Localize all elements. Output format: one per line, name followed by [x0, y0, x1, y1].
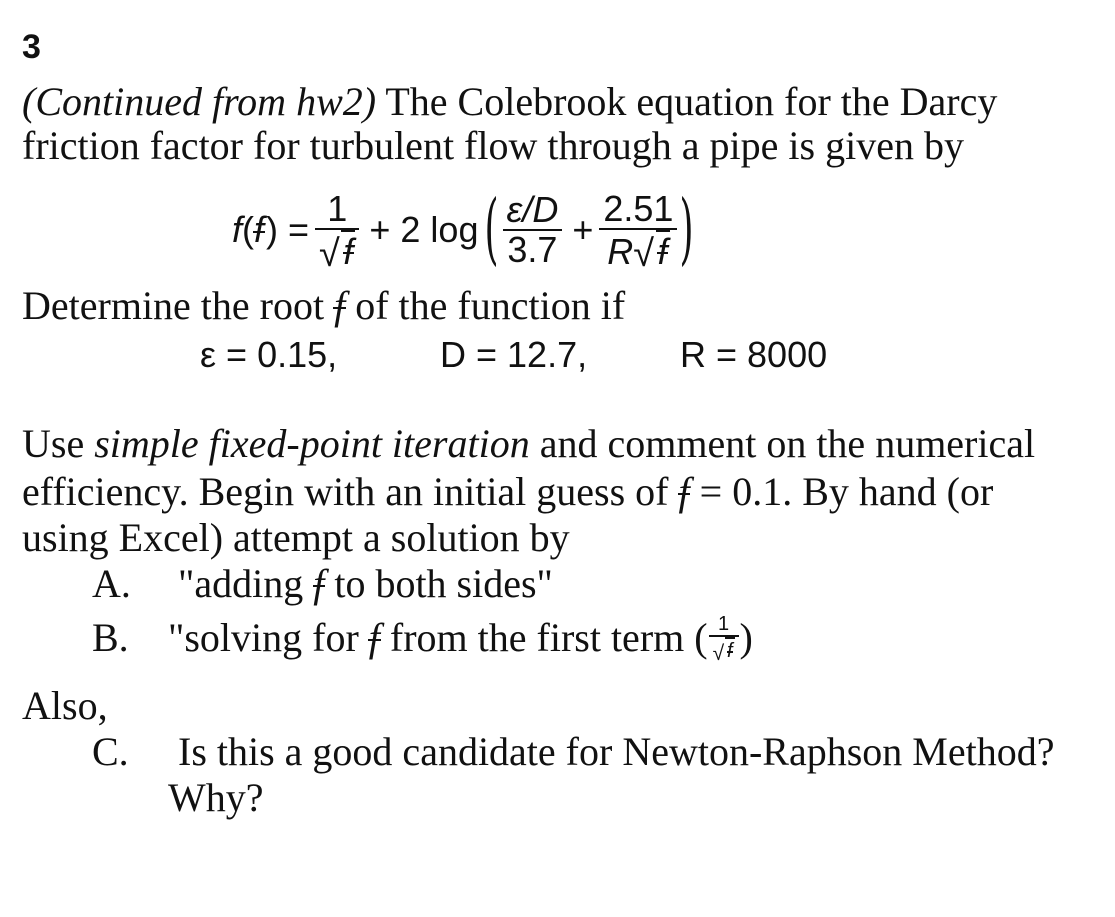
- para-line-1: [22, 422, 1035, 466]
- determine-text-2: of the function if: [355, 283, 626, 328]
- sqrt-radical: [712, 637, 735, 665]
- item-b-frac-denominator: [709, 637, 739, 665]
- determine-line: [22, 284, 625, 328]
- item-a-text: "adding: [178, 561, 304, 606]
- sqrt-sign-icon: √: [319, 232, 340, 275]
- eq-friction-var: f: [343, 230, 354, 272]
- eq-reynolds-R: R: [607, 230, 634, 272]
- item-b-fraction: [709, 613, 739, 665]
- problem-number: 3: [22, 28, 41, 66]
- eq-frac1-denominator: [315, 230, 359, 275]
- item-a-text-2: to both sides": [334, 561, 553, 606]
- big-left-paren: (: [484, 185, 499, 275]
- item-c: [92, 730, 1054, 774]
- item-b-text-2: from the first term (: [389, 615, 708, 660]
- item-b-label: B.: [92, 615, 129, 660]
- eq-plus-log: + 2 log: [369, 209, 479, 250]
- intro-line-2: friction factor for turbulent flow through a pipe is given by: [22, 123, 964, 168]
- item-b-close: ): [739, 615, 753, 660]
- eq-fraction-2: [503, 191, 563, 269]
- eq-frac2-numerator: ε/D: [506, 189, 559, 231]
- item-a-label: A.: [92, 561, 131, 606]
- para-line-2: [22, 470, 993, 514]
- big-right-paren: ): [679, 185, 694, 275]
- intro-italic: (Continued from hw2): [22, 79, 377, 124]
- para-rest: and comment on the numerical: [539, 421, 1036, 466]
- item-c-line-2: Why?: [168, 775, 264, 820]
- sqrt-sign-icon: √: [633, 232, 654, 275]
- sqrt-sign-icon: √: [712, 641, 725, 665]
- para-line2-b: = 0.1. By hand (or: [699, 469, 994, 514]
- friction-var: f: [726, 640, 733, 662]
- sqrt-radical: [319, 230, 355, 275]
- eq-friction-var: f: [657, 230, 668, 272]
- eq-frac3-denominator: [603, 230, 673, 275]
- friction-var: f: [334, 283, 346, 328]
- determine-text: Determine the root: [22, 283, 325, 328]
- friction-var: f: [678, 469, 690, 514]
- eq-friction-var: f: [254, 209, 265, 250]
- eq-frac2-denominator: 3.7: [507, 229, 558, 270]
- eq-fraction-1: [315, 187, 359, 275]
- param-epsilon: ε = 0.15,: [200, 334, 338, 375]
- para-use: Use: [22, 421, 85, 466]
- param-reynolds: R = 8000: [680, 334, 828, 375]
- eq-frac1-numerator: 1: [327, 187, 348, 229]
- eq-frac3-numerator: 2.51: [603, 187, 674, 229]
- eq-equals: ) =: [266, 209, 310, 250]
- eq-fraction-3: [599, 187, 677, 275]
- friction-var: f: [313, 561, 325, 606]
- sqrt-radical: [633, 230, 669, 275]
- intro-text: The Colebrook equation for the Darcy: [385, 79, 998, 124]
- item-c-label: C.: [92, 729, 129, 774]
- para-line2-a: efficiency. Begin with an initial guess of: [22, 469, 669, 514]
- item-b: [92, 613, 753, 665]
- item-c-text: Is this a good candidate for Newton-Raphson Method?: [178, 729, 1055, 774]
- eq-f-symbol: f: [232, 209, 243, 250]
- intro-line-1: [22, 80, 997, 124]
- item-a: [92, 562, 553, 606]
- para-line-3: using Excel) attempt a solution by: [22, 515, 570, 560]
- param-diameter: D = 12.7,: [440, 334, 588, 375]
- friction-var: f: [368, 615, 380, 660]
- para-method: simple fixed-point iteration: [94, 421, 530, 466]
- item-b-frac-numerator: 1: [717, 613, 730, 635]
- item-b-text: "solving for: [168, 615, 359, 660]
- also-label: Also,: [22, 683, 108, 728]
- eq-plus: +: [572, 209, 594, 250]
- colebrook-equation: [232, 170, 694, 290]
- eq-open-paren: (: [242, 209, 255, 250]
